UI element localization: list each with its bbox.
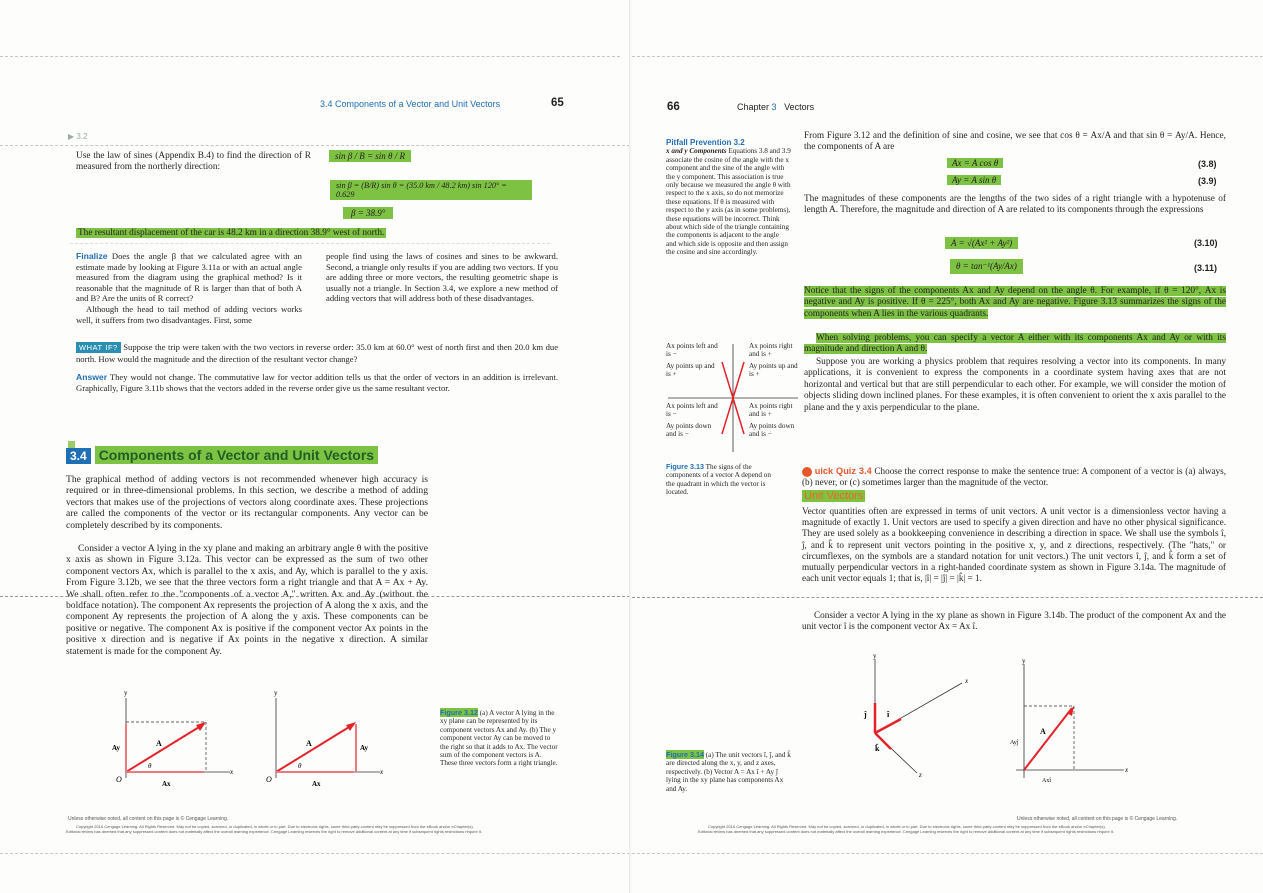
equation-3-10-number: (3.10): [1194, 238, 1218, 248]
footer-credit: Unless otherwise noted, all content on this page is © Cengage Learning.: [1017, 816, 1178, 822]
axis-x-label: x: [230, 768, 234, 776]
what-if-block: WHAT IF? Suppose the trip were taken with the two vectors in reverse order: 35.0 km at 60.0° west of north first and then 20.0 km due north. How would the magnitude and the direction of the resultant vector change?: [76, 342, 559, 364]
vector-arrowhead: [196, 722, 206, 731]
figure-3-13-caption: Figure 3.13 The signs of the components of a vector A depend on the quadrant in which the vector is located.: [666, 462, 771, 497]
vector-quadrant-2: [722, 362, 733, 398]
quadrant-3-x: Ax points left and is −: [666, 402, 718, 419]
scan-divider: [0, 596, 630, 597]
figure-3-14-caption: Figure 3.14 (a) The unit vectors î, ĵ, and k̂ are directed along the x, y, and z axes, respectively. (b) Vector A = Ax î + Ay ĵ lying in the xy plane has components Ax and Ay.: [666, 750, 791, 793]
paragraph-components: The graphical method of adding vectors is not recommended whenever high accuracy is required or in three-dimensional problems. In this section, we describe a method of adding vectors that makes use of the projections of vectors along coordinate axes. These projections are called the components of the vector or its rectangular components. Any vector can be completely described by its components.: [66, 474, 428, 531]
what-if-label: WHAT IF?: [76, 342, 121, 353]
result-text: The resultant displacement of the car is 48.2 km in a direction 38.9° west of north.: [78, 228, 385, 238]
quadrant-2-y: Ay points up and is +: [666, 362, 715, 379]
figure-3-13-label: Figure 3.13: [666, 462, 704, 471]
axis-z-label: z: [919, 771, 922, 779]
page-number: 65: [551, 97, 564, 109]
equation-3-8: Ax = A cos θ: [947, 158, 1003, 168]
unit-vector-i: [875, 719, 901, 733]
left-page: [0, 0, 631, 893]
quiz-label: uick Quiz 3.4: [814, 466, 872, 476]
scan-divider: [632, 853, 1263, 854]
footer-copyright: Copyright 2016 Cengage Learning. All Rights Reserved. May not be copied, scanned, or duplicated, in whole or in part. Due to electronic rights, some third party content may be suppressed from the eBook and/or eChapter(s).: [76, 824, 474, 829]
equation-3-9: Ay = A sin θ: [947, 175, 1001, 185]
figure-3-12-caption: Figure 3.12 (a) A vector A lying in the xy plane can be represented by its component vectors Ax and Ay. (b) The y component vector Ay can be moved to the right so that it adds to Ax. The vector sum of the component vectors is A. These three vectors form a right triangle.: [440, 708, 558, 768]
axis-x-label: x: [380, 768, 384, 776]
axis-y-label: y: [1022, 657, 1026, 665]
footer-editorial: Editorial review has deemed that any suppressed content does not materially affect the overall learning experience. Cengage Learning reserves the right to remove additional content at any time if subsequent rights restrictions require it.: [698, 829, 1114, 834]
scan-divider: [632, 597, 1263, 598]
vector-A: [1024, 708, 1072, 770]
vector-quadrant-3: [722, 398, 733, 434]
vector-A-label: A: [156, 739, 162, 748]
footer-editorial: Editorial review has deemed that any suppressed content does not materially affect the overall learning experience. Cengage Learning reserves the right to remove additional content at any time if subsequent rights restrictions require it.: [66, 829, 482, 834]
figure-3-12a: [108, 690, 248, 790]
pitfall-title: Pitfall Prevention 3.2: [666, 138, 745, 147]
answer-block: Answer They would not change. The commutative law for vector addition tells us that the order of vectors in an addition is irrelevant. Graphically, Figure 3.11b shows that the vectors added in the reverse order give us the same resultant vector.: [76, 372, 558, 393]
scan-divider: [0, 853, 630, 854]
right-page: [632, 0, 1263, 893]
footer-copyright: Copyright 2016 Cengage Learning. All Rights Reserved. May not be copied, scanned, or duplicated, in whole or in part. Due to electronic rights, some third party content may be suppressed from the eBook and/or eChapter(s).: [708, 824, 1106, 829]
unit-i-label: î: [887, 710, 890, 719]
equation-3-11-number: (3.11): [1194, 263, 1218, 273]
solving-text: When solving problems, you can specify a vector A either with its components Ax and Ay or with its magnitude and direction A and θ.: [804, 333, 1226, 355]
intro-text: From Figure 3.12 and the definition of sine and cosine, we see that cos θ = Ax/A and that sin θ = Ay/A. Hence, the components of A are: [804, 131, 1226, 153]
law-of-sines-text: Use the law of sines (Appendix B.4) to find the direction of R measured from the northerly direction:: [76, 151, 311, 173]
scan-divider: [70, 243, 550, 244]
paragraph-consider: Consider a vector A lying in the xy plane and making an arbitrary angle θ with the positive x axis as shown in Figure 3.12a. This vector can be expressed as the sum of two other component vectors Ax, which is parallel to the x axis, and Ay, which is parallel to the y axis. From Figure 3.12b, we see that the three vectors form a right triangle and that A = Ax + Ay. We shall often refer to the "components of a vector A," written Ax and Ay (without the boldface notation). The component Ax represents the projection of A along the x axis, and the component Ay represents the projection of A along the y axis. These components can be positive or negative. The component Ax is positive if the component vector Ax points in the positive x direction and is negative if Ax points in the negative x direction. A similar statement is made for the component Ay.: [66, 543, 428, 657]
vector-A-label: A: [1040, 727, 1046, 736]
figure-3-12b: [258, 690, 398, 790]
equation-sines-1: sin β / B = sin θ / R: [329, 150, 411, 162]
unit-k-label: k̂: [875, 744, 880, 753]
unit-vectors-paragraph: Vector quantities often are expressed in terms of unit vectors. A unit vector is a dimensionless vector having a magnitude of exactly 1. Unit vectors are used to specify a given direction and have no other physical significance. They are used solely as a bookkeeping convenience in describing a direction in space. We shall use the symbols î, ĵ, and k̂ to represent unit vectors pointing in the positive x, y, and z directions, respectively. (The "hats," or circumflexes, on the symbols are a standard notation for unit vectors.) The unit vectors î, ĵ, and k̂ form a set of mutually perpendicular vectors in a right-handed coordinate system as shown in Figure 3.14a. The magnitude of each unit vector equals 1; that is, |î| = |ĵ| = |k̂| = 1.: [802, 506, 1226, 584]
running-head: 3.4 Components of a Vector and Unit Vectors: [320, 99, 501, 109]
vector-Ax-label: Ax: [162, 780, 171, 788]
axis-x-label: x: [965, 677, 969, 685]
scan-divider: [632, 56, 1263, 57]
axis-y-label: y: [873, 652, 877, 660]
chapter-head: Chapter 3 Vectors: [737, 102, 815, 112]
Ayj-label: Ayĵ: [1010, 740, 1019, 746]
quiz-icon: [802, 467, 812, 477]
vector-quadrant-1: [733, 362, 744, 398]
figure-3-13: [666, 342, 800, 454]
vector-arrowhead: [346, 722, 356, 731]
finalize-label: Finalize: [76, 251, 108, 261]
footer-credit: Unless otherwise noted, all content on this page is © Cengage Learning.: [68, 816, 229, 822]
axis-y-label: y: [124, 689, 128, 697]
axis-y-label: y: [274, 689, 278, 697]
vector-Ay-label: Ay: [360, 744, 369, 752]
finalize-column-1: Finalize Does the angle β that we calculated agree with an estimate made by looking at Figure 3.11a or with an actual angle measured from the diagram using the graphical method? Is it reasonable that the magnitude of R is larger than that of both A and B? Are the units of R correct? Although the head to tail method of adding vectors works well, it suffers from two disadvantages. First, some: [76, 251, 302, 325]
quadrant-3-y: Ay points down and is −: [666, 422, 712, 439]
scan-divider: [0, 145, 630, 146]
vector-A: [126, 724, 204, 772]
Axi-label: Axî: [1042, 778, 1051, 784]
quadrant-2-x: Ax points left and is −: [666, 342, 718, 359]
consider-paragraph: Consider a vector A lying in the xy plane as shown in Figure 3.14b. The product of the component Ax and the unit vector î is the component vector Ax = Ax î.: [802, 610, 1226, 632]
section-title: Components of a Vector and Unit Vectors: [95, 446, 378, 464]
page-number: 66: [667, 101, 680, 113]
axis-x-label: x: [1125, 766, 1129, 774]
figure-3-14a: [837, 652, 987, 780]
equation-sines-2: sin β = (B/R) sin θ = (35.0 km / 48.2 km) sin 120° = 0.629: [330, 180, 532, 200]
vector-A: [276, 724, 354, 772]
vector-A-label: A: [306, 739, 312, 748]
unit-vectors-heading: Unit Vectors: [804, 490, 864, 502]
vector-Ay-label: Ay: [112, 744, 121, 752]
origin-label: O: [266, 775, 272, 784]
quadrant-1-y: Ay points up and is +: [749, 362, 798, 379]
quick-quiz: uick Quiz 3.4 Choose the correct response to make the sentence true: A component of a vector is (a) always, (b) never, or (c) sometimes larger than the magnitude of the vector.: [802, 466, 1227, 488]
signs-text: Notice that the signs of the components Ax and Ay depend on the angle θ. For example, if θ = 120°, Ax is negative and Ay is positive. If θ = 225°, both Ax and Ay are negative. Figure 3.13 summarizes the signs of the components when A lies in the various quadrants.: [804, 286, 1226, 319]
magnitude-text: The magnitudes of these components are the lengths of the two sides of a right triangle with a hypotenuse of length A. Therefore, the magnitude and direction of A are related to its components through the expressions: [804, 194, 1226, 216]
figure-3-14-label: Figure 3.14: [666, 750, 704, 759]
theta-label: θ: [148, 762, 152, 770]
equation-3-9-number: (3.9): [1198, 176, 1217, 186]
figure-3-14b: [1010, 657, 1132, 785]
suppose-text: Suppose you are working a physics problem that requires resolving a vector into its components. In many applications, it is convenient to express the components in a coordinate system having axes that are not horizontal and vertical but that are still perpendicular to each other. For example, we will consider the motion of objects sliding down inclined planes. For these examples, it is often convenient to orient the x axis parallel to the plane and the y axis perpendicular to the plane.: [804, 357, 1226, 413]
vector-quadrant-4: [733, 398, 744, 434]
answer-label: Answer: [76, 372, 108, 382]
unit-j-label: ĵ: [864, 710, 867, 719]
section-number: 3.4: [66, 448, 91, 464]
equation-beta: β = 38.9°: [343, 207, 393, 219]
theta-label: θ: [298, 762, 302, 770]
quadrant-4-x: Ax points right and is +: [749, 402, 793, 419]
equation-3-8-number: (3.8): [1198, 159, 1217, 169]
pitfall-prevention: Pitfall Prevention 3.2 x and y Components Equations 3.8 and 3.9 associate the cosine of the angle with the x component and the sine of the angle with the y component. This association is true only because we measured the angle θ with respect to the x axis, so do not memorize these equations. If θ is measured with respect to the y axis (as in some problems), these equations will be incorrect. Think about which side of the triangle containing the components is adjacent to the angle and which side is opposite and then assign the cosine and sine accordingly.: [666, 138, 791, 257]
example-tag: ▶ 3.2: [68, 132, 88, 141]
section-heading: [66, 447, 378, 465]
figure-3-12-label: Figure 3.12: [440, 708, 478, 717]
equation-3-10: A = √(Ax² + Ay²): [945, 237, 1018, 249]
scan-divider: [0, 56, 620, 57]
quadrant-1-x: Ax points right and is +: [749, 342, 793, 359]
vector-Ax-label: Ax: [312, 780, 321, 788]
origin-label: O: [116, 775, 122, 784]
quadrant-4-y: Ay points down and is −: [749, 422, 795, 439]
equation-3-11: θ = tan⁻¹(Ay/Ax): [950, 259, 1023, 274]
finalize-column-2: people find using the laws of cosines and sines to be awkward. Second, a triangle only results if you are adding two vectors. If you are adding three or more vectors, the resulting geometric shape is usually not a triangle. In Section 3.4, we explore a new method of adding vectors that will address both of these disadvantages.: [326, 251, 558, 304]
